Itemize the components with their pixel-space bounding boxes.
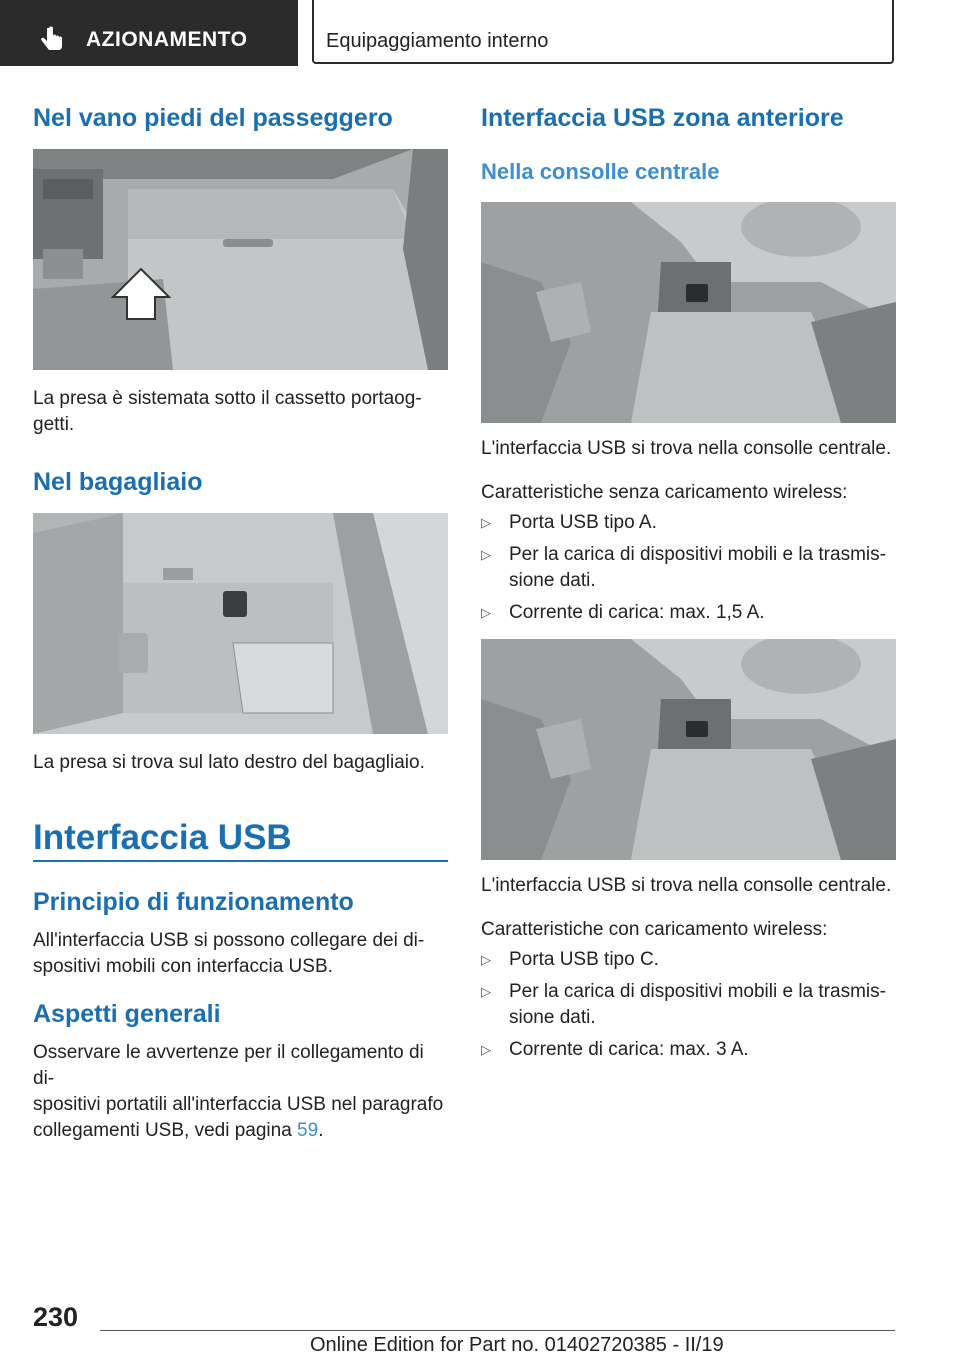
heading-trunk: Nel bagagliaio	[33, 468, 203, 496]
feature-1-item-3: ▷ Corrente di carica: max. 1,5 A.	[481, 600, 896, 626]
photo-passenger-footwell	[33, 149, 448, 370]
section-header-title: Equipaggiamento interno	[326, 30, 549, 52]
chapter-rule	[33, 860, 448, 862]
chapter-title-usb: Interfaccia USB	[33, 818, 292, 857]
footer-rule	[100, 1330, 895, 1331]
text-general	[33, 1040, 448, 1144]
triangle-bullet-icon: ▷	[481, 952, 491, 967]
text-general-body: Osservare le avvertenze per il collegamento di di- spositivi portatili all'interfaccia USB nel paragrafo collegamenti USB, vedi pagina	[33, 1042, 444, 1141]
heading-general: Aspetti generali	[33, 1000, 221, 1028]
feature-2-item-2: ▷ Per la carica di dispositivi mobili e la trasmis- sione dati.	[481, 981, 886, 1028]
photo-console-usb-c	[481, 639, 896, 860]
section-header	[312, 0, 894, 64]
features-2-title: Caratteristiche con caricamento wireless:	[481, 919, 828, 940]
caption-console-1: L'interfaccia USB si trova nella consolle centrale.	[481, 438, 892, 459]
photo-trunk	[33, 513, 448, 734]
hand-pointer-icon	[38, 26, 66, 54]
footer-edition: Online Edition for Part no. 01402720385 - II/19	[310, 1334, 724, 1356]
page-number: 230	[33, 1302, 79, 1332]
caption-passenger-footwell: La presa è sistemata sotto il cassetto portaog- getti.	[33, 388, 422, 435]
triangle-bullet-icon: ▷	[481, 1042, 491, 1057]
caption-console-2: L'interfaccia USB si trova nella consolle centrale.	[481, 875, 892, 896]
triangle-bullet-icon: ▷	[481, 605, 491, 620]
feature-1-item-1: ▷ Porta USB tipo A.	[481, 510, 896, 536]
triangle-bullet-icon: ▷	[481, 515, 491, 530]
feature-1-item-2: ▷ Per la carica di dispositivi mobili e la trasmis- sione dati.	[481, 544, 886, 591]
heading-passenger-footwell: Nel vano piedi del passeggero	[33, 104, 393, 132]
heading-principle: Principio di funzionamento	[33, 888, 354, 916]
page-link-59[interactable]: 59	[297, 1120, 319, 1141]
photo-console-usb-a	[481, 202, 896, 423]
triangle-bullet-icon: ▷	[481, 984, 491, 999]
chapter-tab-label: AZIONAMENTO	[86, 28, 248, 51]
feature-2-item-1: ▷ Porta USB tipo C.	[481, 947, 896, 973]
text-general-end: .	[318, 1120, 324, 1141]
heading-front-usb: Interfaccia USB zona anteriore	[481, 104, 844, 132]
triangle-bullet-icon: ▷	[481, 547, 491, 562]
chapter-tab[interactable]	[0, 0, 298, 66]
feature-2-item-3: ▷ Corrente di carica: max. 3 A.	[481, 1037, 896, 1063]
heading-center-console: Nella consolle centrale	[481, 159, 720, 184]
text-principle: All'interfaccia USB si possono collegare dei di- spositivi mobili con interfaccia USB.	[33, 930, 425, 977]
features-1-title: Caratteristiche senza caricamento wireless:	[481, 482, 848, 503]
caption-trunk: La presa si trova sul lato destro del bagagliaio.	[33, 752, 425, 773]
